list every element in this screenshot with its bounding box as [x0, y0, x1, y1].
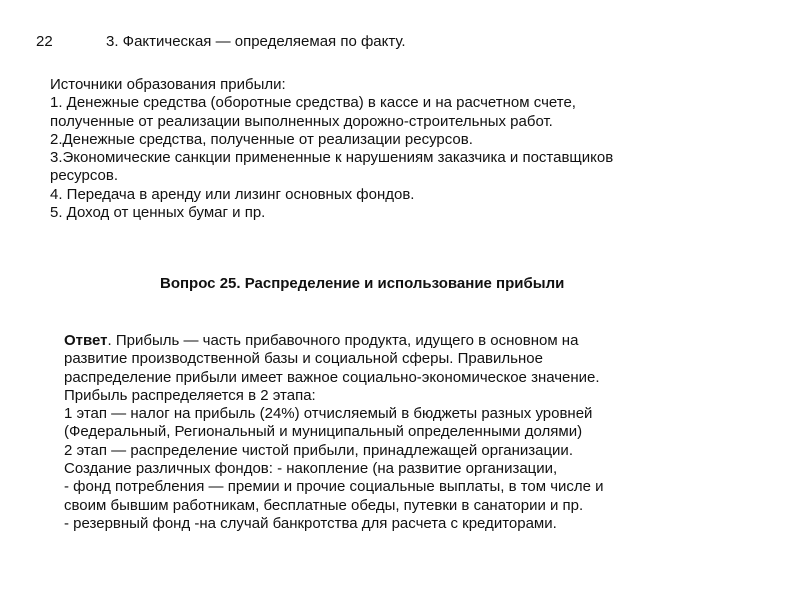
- sources-line: ресурсов.: [50, 167, 119, 185]
- answer-line: Прибыль распределяется в 2 этапа:: [64, 386, 316, 404]
- answer-line: (Федеральный, Региональный и муниципальный определенными долями): [64, 423, 583, 441]
- answer-block: [64, 332, 780, 533]
- sources-line: 4. Передача в аренду или лизинг основных фондов.: [50, 185, 415, 203]
- page-number: 22: [36, 33, 53, 50]
- answer-line: 1 этап — налог на прибыль (24%) отчисляемый в бюджеты разных уровней: [64, 405, 593, 423]
- answer-line: Создание различных фондов: - накопление (на развитие организации,: [64, 460, 558, 478]
- sources-line: 2.Денежные средства, полученные от реализации ресурсов.: [50, 130, 473, 148]
- answer-line: распределение прибыли имеет важное социально-экономическое значение.: [64, 368, 600, 386]
- sources-block: [50, 76, 780, 222]
- answer-line: - резервный фонд -на случай банкротства для расчета с кредиторами.: [64, 514, 557, 532]
- answer-line: - фонд потребления — премии и прочие социальные выплаты, в том числе и: [64, 478, 604, 496]
- sources-line: 3.Экономические санкции примененные к нарушениям заказчика и поставщиков: [50, 149, 614, 167]
- question-title: Вопрос 25. Распределение и использование прибыли: [160, 275, 565, 292]
- header-line: 3. Фактическая — определяемая по факту.: [106, 33, 406, 50]
- answer-line: своим бывшим работникам, бесплатные обеды, путевки в санатории и пр.: [64, 496, 584, 514]
- answer-label: Ответ: [64, 332, 108, 349]
- answer-line: развитие производственной базы и социальной сферы. Правильное: [64, 350, 543, 368]
- sources-line: полученные от реализации выполненных дорожно-строительных работ.: [50, 112, 553, 130]
- answer-line: 2 этап — распределение чистой прибыли, принадлежащей организации.: [64, 441, 573, 459]
- sources-line: 1. Денежные средства (оборотные средства) в кассе и на расчетном счете,: [50, 94, 576, 112]
- sources-title: Источники образования прибыли:: [50, 76, 286, 93]
- answer-first-line: [64, 332, 780, 350]
- sources-line: 5. Доход от ценных бумаг и пр.: [50, 204, 266, 222]
- answer-first-line-text: . Прибыль — часть прибавочного продукта, идущего в основном на: [107, 332, 579, 349]
